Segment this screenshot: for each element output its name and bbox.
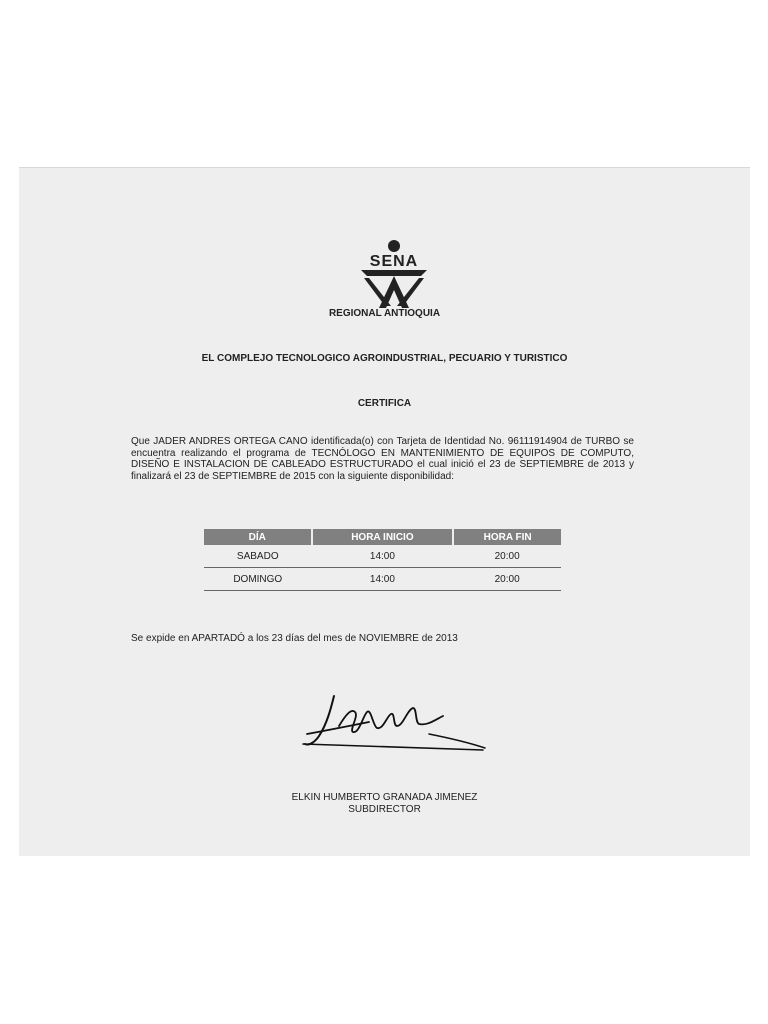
cell-end: 20:00 — [453, 545, 561, 568]
signer-block — [19, 792, 750, 816]
certificate-title: CERTIFICA — [357, 398, 412, 409]
schedule-table — [204, 529, 561, 591]
cell-end: 20:00 — [453, 568, 561, 591]
cell-day: DOMINGO — [204, 568, 312, 591]
cell-start: 14:00 — [312, 545, 454, 568]
schedule-header-row — [204, 529, 561, 545]
certificate-document — [19, 167, 750, 856]
regional-heading: REGIONAL ANTIOQUIA — [328, 308, 441, 319]
table-row — [204, 568, 561, 591]
column-header-end: HORA FIN — [453, 529, 561, 545]
handwritten-signature — [279, 686, 489, 756]
logo-text: SENA — [369, 253, 419, 270]
certificate-body: Que JADER ANDRES ORTEGA CANO identificada(o) con Tarjeta de Identidad No. 96111914904 de TURBO se encuentra realizando el programa de TECNÓLOGO EN MANTENIMIENTO DE EQUIPOS DE COMPUTO, DISEÑO E INSTALACION DE CABLEADO ESTRUCTURADO el cual inició el 23 de SEPTIEMBRE de 2013 y finalizará el 23 de SEPTIEMBRE de 2015 con la siguiente disponibilidad: — [131, 436, 634, 482]
cell-day: SABADO — [204, 545, 312, 568]
signer-name: ELKIN HUMBERTO GRANADA JIMENEZ — [291, 792, 478, 803]
sena-logo — [355, 240, 433, 310]
signer-title: SUBDIRECTOR — [348, 804, 421, 815]
sena-logo-icon — [355, 240, 433, 310]
cell-start: 14:00 — [312, 568, 454, 591]
expedition-statement: Se expide en APARTADÓ a los 23 días del mes de NOVIEMBRE de 2013 — [131, 633, 458, 644]
column-header-day: DÍA — [204, 529, 312, 545]
table-row — [204, 545, 561, 568]
entity-heading: EL COMPLEJO TECNOLOGICO AGROINDUSTRIAL, PECUARIO Y TURISTICO — [201, 353, 568, 364]
column-header-start: HORA INICIO — [312, 529, 454, 545]
